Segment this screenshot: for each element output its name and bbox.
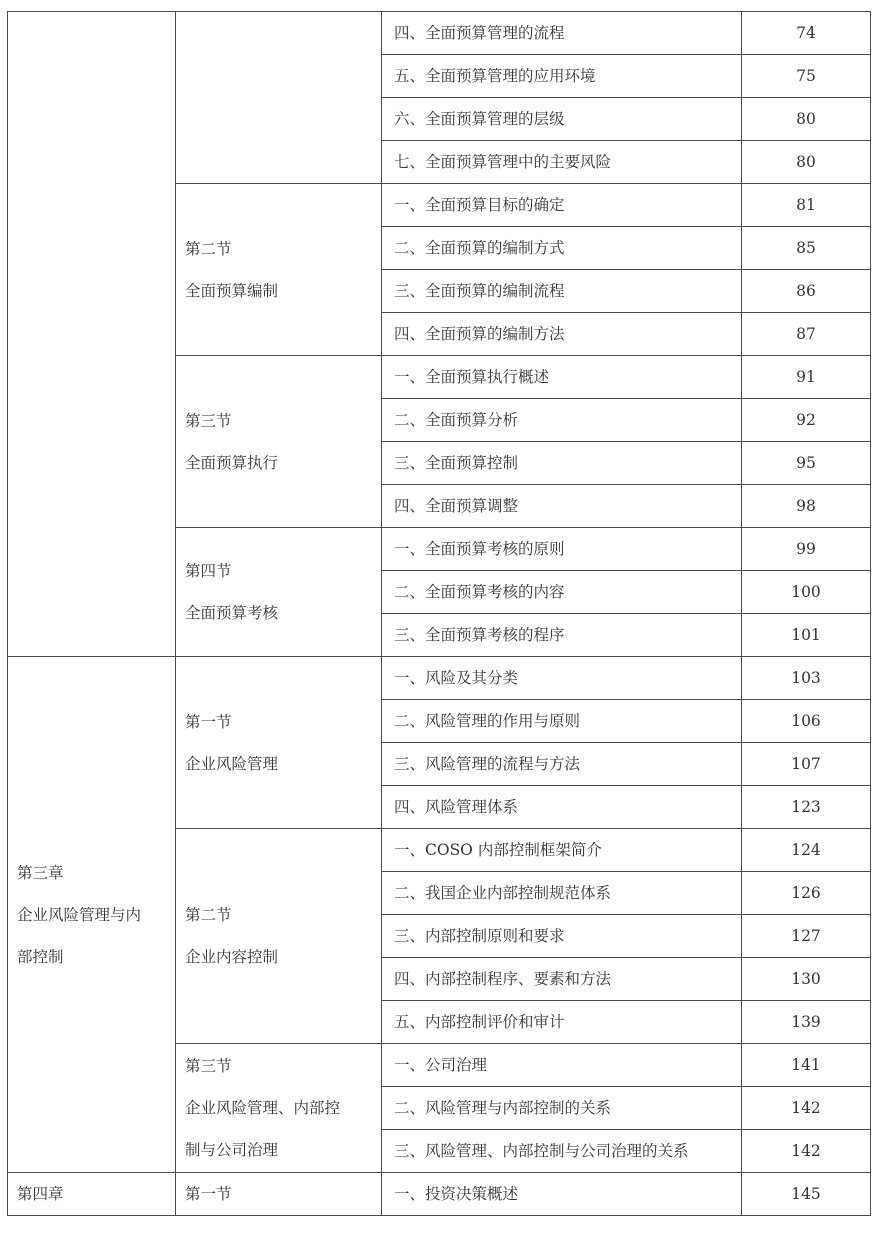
section-cell bbox=[176, 12, 382, 184]
item-title[interactable]: 五、全面预算管理的应用环境 bbox=[382, 55, 742, 98]
chapter-title-line: 第三章 bbox=[17, 863, 64, 882]
chapter-title-line: 部控制 bbox=[17, 947, 64, 966]
section-title-line: 第一节 bbox=[185, 712, 232, 731]
section-title-line: 第二节 bbox=[185, 906, 232, 924]
page-number: 107 bbox=[742, 743, 871, 786]
section-title-line: 第四节 bbox=[185, 562, 232, 580]
page-number: 75 bbox=[742, 55, 871, 98]
page-number: 80 bbox=[742, 98, 871, 141]
item-title[interactable]: 二、全面预算的编制方式 bbox=[382, 227, 742, 270]
page-number: 123 bbox=[742, 786, 871, 829]
page-number: 98 bbox=[742, 485, 871, 528]
page-number: 100 bbox=[742, 571, 871, 614]
page-number: 95 bbox=[742, 442, 871, 485]
section-title-line: 第一节 bbox=[185, 1185, 232, 1203]
item-title[interactable]: 四、全面预算的编制方法 bbox=[382, 313, 742, 356]
section-cell bbox=[176, 184, 382, 356]
item-title[interactable]: 七、全面预算管理中的主要风险 bbox=[382, 141, 742, 184]
section-cell bbox=[176, 356, 382, 528]
chapter-title-line: 第四章 bbox=[17, 1185, 64, 1203]
section-title-line: 制与公司治理 bbox=[185, 1141, 279, 1159]
item-title[interactable]: 二、全面预算考核的内容 bbox=[382, 571, 742, 614]
section-cell bbox=[176, 829, 382, 1044]
table-row bbox=[8, 1173, 871, 1216]
item-title[interactable]: 四、内部控制程序、要素和方法 bbox=[382, 958, 742, 1001]
item-title[interactable]: 三、全面预算控制 bbox=[382, 442, 742, 485]
page-number: 86 bbox=[742, 270, 871, 313]
table-row bbox=[8, 657, 871, 700]
page-number: 92 bbox=[742, 399, 871, 442]
section-cell bbox=[176, 657, 382, 829]
item-title[interactable]: 一、全面预算目标的确定 bbox=[382, 184, 742, 227]
section-title-line: 第三节 bbox=[185, 411, 232, 430]
item-title[interactable]: 四、风险管理体系 bbox=[382, 786, 742, 829]
section-title-line: 企业风险管理、内部控 bbox=[185, 1099, 341, 1117]
section-title-line: 第三节 bbox=[185, 1057, 232, 1075]
page-number: 103 bbox=[742, 657, 871, 700]
chapter-cell bbox=[8, 657, 176, 1173]
item-title[interactable]: 一、全面预算执行概述 bbox=[382, 356, 742, 399]
page-number: 74 bbox=[742, 12, 871, 55]
page-number: 142 bbox=[742, 1130, 871, 1173]
page-number: 101 bbox=[742, 614, 871, 657]
item-title[interactable]: 二、我国企业内部控制规范体系 bbox=[382, 872, 742, 915]
section-title-line: 全面预算考核 bbox=[185, 604, 279, 622]
item-title[interactable]: 一、全面预算考核的原则 bbox=[382, 528, 742, 571]
chapter-title-line: 企业风险管理与内 bbox=[17, 905, 142, 924]
item-title[interactable]: 三、全面预算的编制流程 bbox=[382, 270, 742, 313]
item-title[interactable]: 二、全面预算分析 bbox=[382, 399, 742, 442]
chapter-cell bbox=[8, 12, 176, 657]
item-title[interactable]: 一、投资决策概述 bbox=[382, 1173, 742, 1216]
section-cell bbox=[176, 1173, 382, 1216]
item-title[interactable]: 四、全面预算管理的流程 bbox=[382, 12, 742, 55]
page-number: 126 bbox=[742, 872, 871, 915]
section-cell bbox=[176, 528, 382, 657]
item-title[interactable]: 四、全面预算调整 bbox=[382, 485, 742, 528]
page-number: 124 bbox=[742, 829, 871, 872]
item-title[interactable]: 二、风险管理与内部控制的关系 bbox=[382, 1087, 742, 1130]
page-number: 99 bbox=[742, 528, 871, 571]
page-number: 80 bbox=[742, 141, 871, 184]
item-title[interactable]: 三、全面预算考核的程序 bbox=[382, 614, 742, 657]
page-number: 130 bbox=[742, 958, 871, 1001]
item-title[interactable]: 三、内部控制原则和要求 bbox=[382, 915, 742, 958]
section-title-line: 企业风险管理 bbox=[185, 754, 279, 773]
item-title[interactable]: 一、风险及其分类 bbox=[382, 657, 742, 700]
page-number: 142 bbox=[742, 1087, 871, 1130]
item-title[interactable]: 三、风险管理的流程与方法 bbox=[382, 743, 742, 786]
table-of-contents bbox=[7, 11, 871, 1216]
page-number: 106 bbox=[742, 700, 871, 743]
item-title[interactable]: 一、公司治理 bbox=[382, 1044, 742, 1087]
section-cell bbox=[176, 1044, 382, 1173]
item-title[interactable]: 五、内部控制评价和审计 bbox=[382, 1001, 742, 1044]
page-number: 87 bbox=[742, 313, 871, 356]
page-number: 145 bbox=[742, 1173, 871, 1216]
page-number: 139 bbox=[742, 1001, 871, 1044]
page-number: 85 bbox=[742, 227, 871, 270]
item-title[interactable]: 二、风险管理的作用与原则 bbox=[382, 700, 742, 743]
page-number: 81 bbox=[742, 184, 871, 227]
section-title-line: 第二节 bbox=[185, 239, 232, 258]
toc-body bbox=[8, 12, 871, 1216]
section-title-line: 全面预算编制 bbox=[185, 281, 279, 300]
page-number: 91 bbox=[742, 356, 871, 399]
page-number: 141 bbox=[742, 1044, 871, 1087]
table-row bbox=[8, 12, 871, 55]
section-title-line: 企业内容控制 bbox=[185, 948, 279, 966]
chapter-cell bbox=[8, 1173, 176, 1216]
section-title-line: 全面预算执行 bbox=[185, 453, 279, 472]
page-number: 127 bbox=[742, 915, 871, 958]
item-title[interactable]: 一、COSO 内部控制框架简介 bbox=[382, 829, 742, 872]
item-title[interactable]: 三、风险管理、内部控制与公司治理的关系 bbox=[382, 1130, 742, 1173]
item-title[interactable]: 六、全面预算管理的层级 bbox=[382, 98, 742, 141]
